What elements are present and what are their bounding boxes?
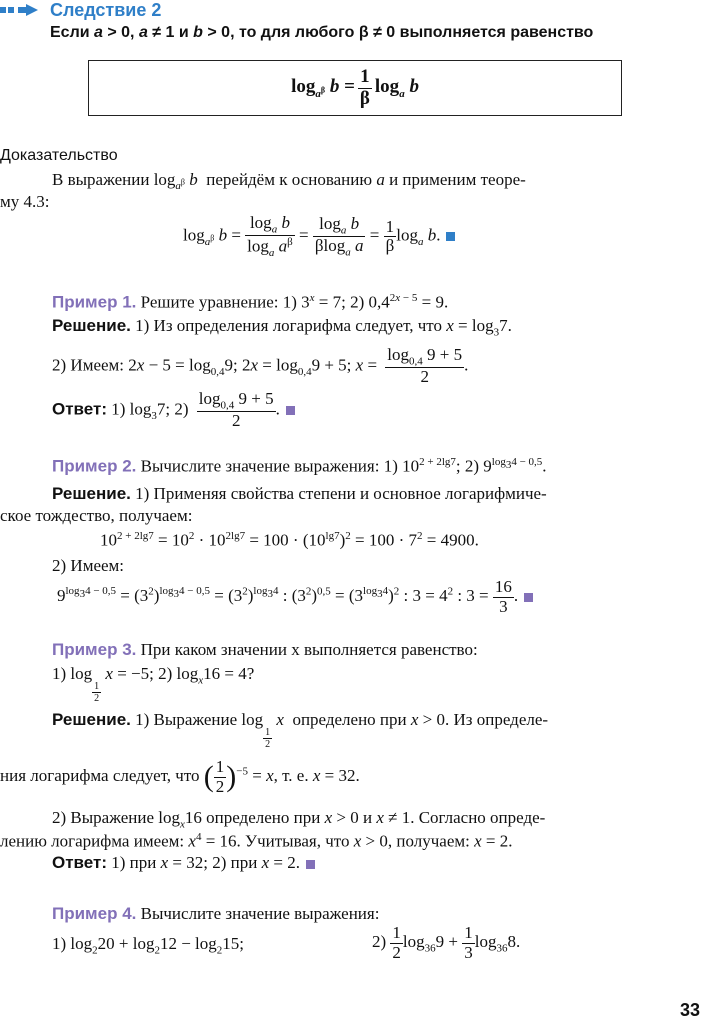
proof-line-2: му 4.3:: [0, 192, 50, 211]
proof-label: Доказательство: [0, 147, 118, 164]
example-1-solution-1: Решение. 1) Из определения логарифма следует, что $x = \log_37$.: [52, 316, 512, 339]
example-3-task-2: 1) log $\frac{1}{2}$ x = −5; 2) $\log_x16 = 4$?: [52, 664, 255, 705]
example-3-solution-2a: 2) Выражение $\log_x16$ определено при x > 0 и x ≠ 1. Согласно опреде-: [52, 808, 546, 831]
corollary-formula-box: $\log_{a^\beta} b$ = $\frac{1}{\beta}$ $\log_a b$: [88, 60, 622, 116]
example-2-solution-1a: Решение. 1) Применяя свойства степени и основное логарифмиче-: [52, 484, 547, 503]
example-1-answer: Ответ: 1) $\log_37$; 2) $\frac{\log_{0,4} 9 + 5}{2}$ .: [52, 390, 295, 431]
example-3-solution-1a: Решение. 1) Выражение log $\frac{1}{2}$ x определено при x > 0. Из определе-: [52, 710, 549, 751]
example-2-solution-2-label: 2) Имеем:: [52, 556, 125, 575]
proof-line-1: В выражении $\log_{a^\beta} b$ перейдём к основанию a и применим теоре-: [52, 170, 526, 193]
page-number: 33: [680, 1000, 701, 1020]
corollary-statement: Если a > 0, a ≠ 1 и b > 0, то для любого β ≠ 0 выполняется равенство: [50, 24, 594, 41]
example-3-answer: Ответ: 1) при x = 32; 2) при x = 2.: [52, 853, 315, 873]
corollary-title: Следствие 2: [50, 0, 162, 20]
example-2-formula-2: $9^{log_34 - 0,5} = (3^2)^{log_34 - 0,5} = (3^2)^{log_34}$ : $(3^2)^{0,5} = (3^{log_34})^2$ : $3 = 4^2$ : 3 = $\frac{16}{3}$ .: [57, 578, 533, 616]
example-3-task: Пример 3. При каком значении x выполняется равенство:: [52, 640, 478, 659]
example-4-task: Пример 4. Вычислите значение выражения:: [52, 904, 380, 923]
arrow-marker-icon: [0, 3, 44, 19]
example-4-item-1: 1) $\log_220 + \log_212 - \log_215$;: [52, 934, 244, 957]
example-3-solution-1b: ния логарифма следует, что ( $\frac{1}{2}$ )$^{-5}$ = x, т. е. x = 32.: [0, 757, 360, 796]
example-2-formula-1: $10^{2 + 2lg7} = 10^2 \cdot 10^{2lg7} = 100 \cdot (10^{lg7})^2 = 100 \cdot 7^2 = 4900$.: [100, 530, 479, 550]
example-1-task: Пример 1. Решите уравнение: 1) $3^x = 7$; 2) $0,4^{2x - 5} = 9$.: [52, 292, 449, 312]
example-3-solution-2b: лению логарифма имеем: $x^4 = 16$. Учитывая, что x > 0, получаем: x = 2.: [0, 831, 513, 851]
example-2-task: Пример 2. Вычислите значение выражения: 1) $10^{2 + 2lg7}$; 2) $9^{log_34 - 0,5}$.: [52, 456, 547, 476]
example-2-solution-1b: ское тождество, получаем:: [0, 506, 193, 525]
example-4-item-2: 2) $\frac{1}{2}$ $\log_{36}9$ + $\frac{1}{3}$ $\log_{36}8$.: [372, 923, 521, 962]
proof-formula: $\log_{a^\beta} b$ = $\frac{\log_a b}{\log_a a^\beta}$ = $\frac{\log_a b}{\beta\log_a a}$ = $\frac{1}{\beta}$ $\log_a b$.: [183, 214, 455, 260]
example-1-solution-2: 2) Имеем: $2x - 5 = \log_{0,4}9$; $2x = \log_{0,4}9 + 5$; x = $\frac{\log_{0,4} 9 + 5}{2}$ .: [52, 345, 469, 387]
